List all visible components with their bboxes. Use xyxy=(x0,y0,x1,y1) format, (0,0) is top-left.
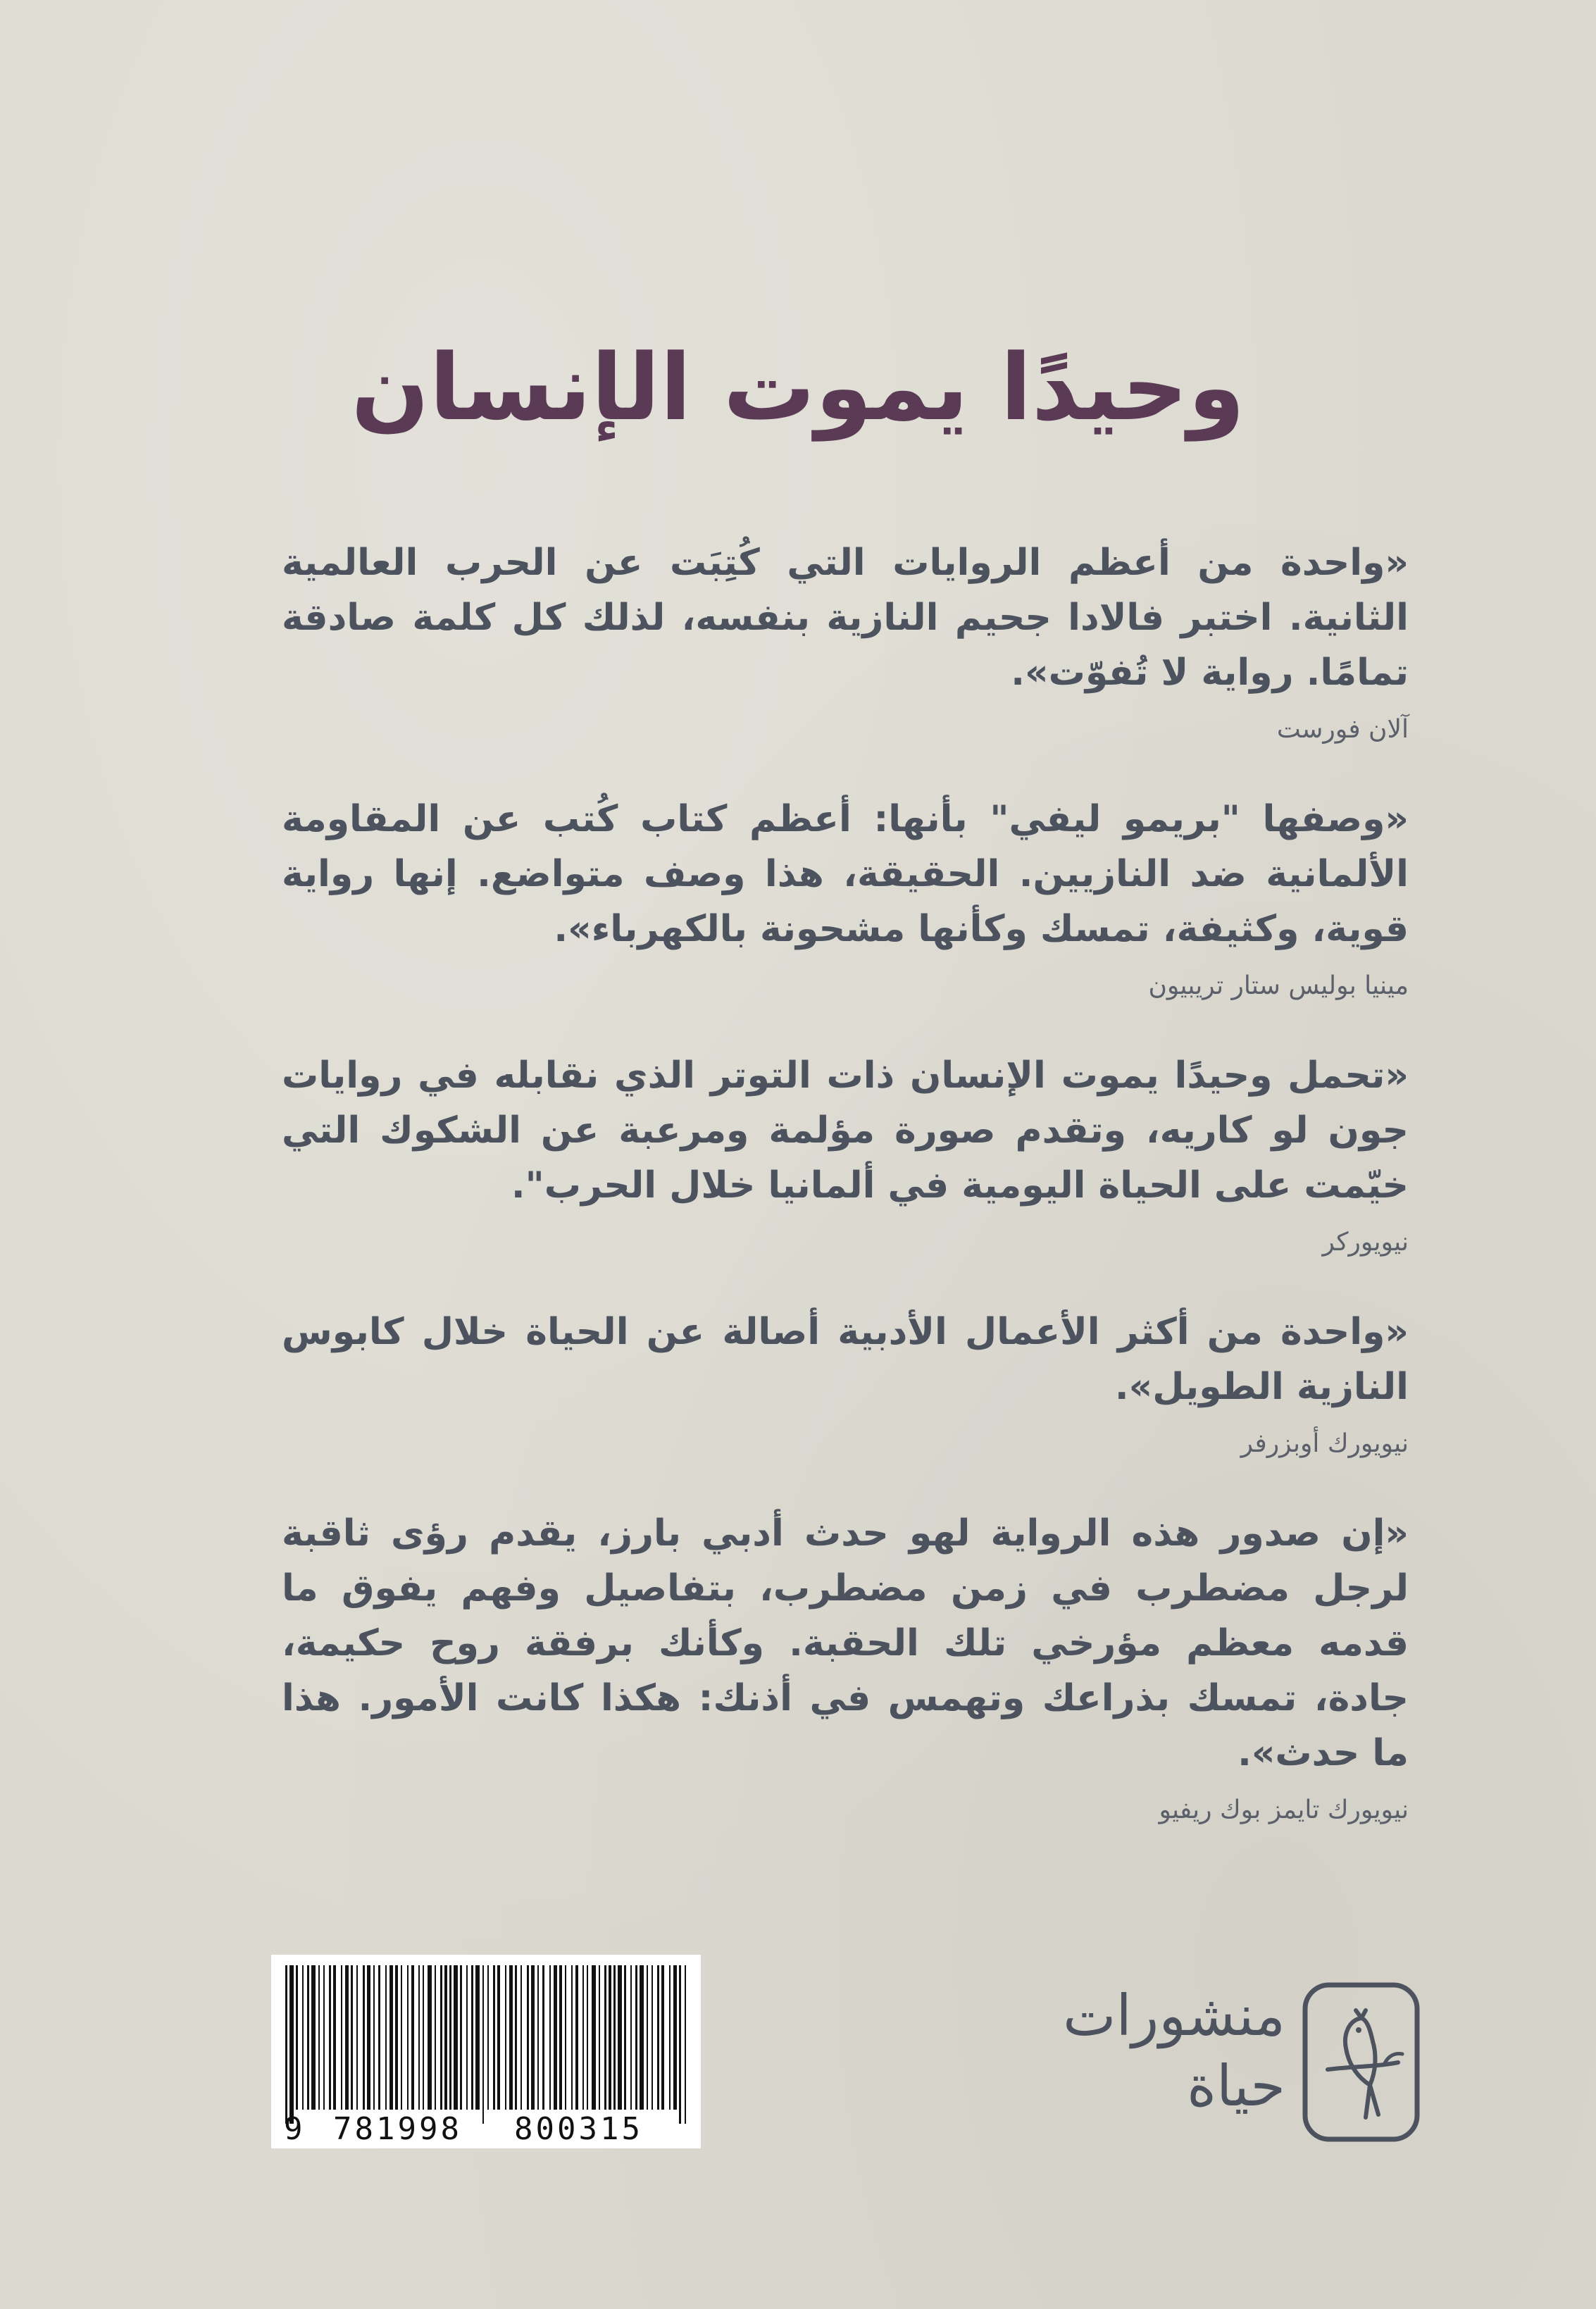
barcode-bar xyxy=(505,1965,506,2110)
barcode-bar xyxy=(592,1965,596,2110)
barcode-bar xyxy=(289,1965,294,2124)
isbn-barcode xyxy=(271,1955,701,2148)
barcode-bar xyxy=(407,1965,409,2110)
barcode-bar xyxy=(471,1965,473,2110)
blurb xyxy=(282,1506,1409,1831)
barcode-bar xyxy=(356,1965,358,2110)
blurb-quote: «واحدة من أعظم الروايات التي كُتِبَت عن الحرب العالمية الثانية. اختبر فالادا جحيم النازية بنفسه، لذلك كل كلمة صادقة تمامًا. رواية لا تُفوّت». xyxy=(282,542,1409,694)
barcode-digits-right: 800315 xyxy=(514,2111,643,2147)
barcode-bar xyxy=(565,1965,566,2110)
barcode-bar xyxy=(333,1965,336,2110)
barcode-bar xyxy=(652,1965,653,2110)
barcode-bar xyxy=(428,1965,432,2110)
publisher-name-line2: حياة xyxy=(1187,2053,1285,2119)
barcode-bar xyxy=(679,1965,681,2124)
barcode-bar xyxy=(345,1965,349,2110)
barcode-bar xyxy=(635,1965,637,2110)
barcode-bar xyxy=(554,1965,557,2110)
barcode-bar xyxy=(460,1965,462,2110)
barcode-bar xyxy=(363,1965,365,2110)
publisher-logo xyxy=(1042,1972,1423,2148)
barcode-bar xyxy=(661,1965,664,2110)
barcode-bar xyxy=(647,1965,648,2110)
blurb xyxy=(282,1048,1409,1264)
blurbs-list xyxy=(282,535,1409,1872)
barcode-bar xyxy=(311,1965,316,2110)
barcode-bar xyxy=(587,1965,588,2110)
publisher-name xyxy=(1046,1981,1285,2122)
barcode-bar xyxy=(454,1965,458,2110)
barcode-bar xyxy=(285,1965,287,2124)
barcode-bar xyxy=(493,1965,495,2110)
barcode-bar xyxy=(613,1965,616,2110)
barcode-bar xyxy=(367,1965,370,2110)
barcode-bar xyxy=(673,1965,677,2110)
barcode-bar xyxy=(571,1965,573,2110)
barcode-bar xyxy=(497,1965,500,2110)
barcode-bar xyxy=(604,1965,606,2110)
barcode-bar xyxy=(373,1965,375,2110)
barcode-bar xyxy=(385,1965,387,2110)
barcode-bar xyxy=(440,1965,442,2110)
barcode-bar xyxy=(323,1965,325,2110)
barcode-bar xyxy=(515,1965,517,2110)
barcode-bar xyxy=(401,1965,402,2110)
barcode-bar xyxy=(509,1965,513,2110)
barcode-bar xyxy=(549,1965,551,2110)
book-title: وحيدًا يموت الإنسان xyxy=(351,334,1245,441)
blurb-quote: «واحدة من أكثر الأعمال الأدبية أصالة عن الحياة خلال كابوس النازية الطويل». xyxy=(282,1311,1409,1408)
blurb xyxy=(282,535,1409,751)
bird-on-branch-icon xyxy=(1299,1979,1423,2145)
barcode-bar xyxy=(657,1965,659,2110)
barcode-bar xyxy=(599,1965,600,2110)
barcode-bar xyxy=(395,1965,398,2110)
barcode-bar xyxy=(624,1965,626,2110)
barcode-bar xyxy=(482,1965,484,2124)
barcode-bar xyxy=(296,1965,298,2110)
barcode-bar xyxy=(341,1965,342,2110)
blurb-quote: «وصفها "بريمو ليفي" بأنها: أعظم كتاب كُتب عن المقاومة الألمانية ضد النازيين. الحقيقة، هذا وصف متواضع. إنها رواية قوية، وكثيفة، تمسك وكأنها مشحونة بالكهرباء». xyxy=(282,798,1409,950)
barcode-graphic xyxy=(271,1955,701,2148)
barcode-bar xyxy=(475,1965,480,2110)
barcode-bar xyxy=(466,1965,468,2110)
barcode-bar xyxy=(487,1965,489,2110)
barcode-bar xyxy=(618,1965,622,2110)
barcode-bar xyxy=(307,1965,309,2110)
barcode-bar xyxy=(435,1965,436,2110)
barcode-bar xyxy=(685,1965,686,2124)
blurb xyxy=(282,792,1409,1007)
barcode-bar xyxy=(582,1965,584,2110)
barcode-bar xyxy=(559,1965,562,2110)
barcode-bar xyxy=(378,1965,380,2110)
barcode-bar xyxy=(520,1965,522,2110)
barcode-bars xyxy=(285,1965,686,2124)
barcode-bar xyxy=(630,1965,632,2110)
barcode-bar xyxy=(302,1965,304,2110)
barcode-bar xyxy=(575,1965,578,2110)
barcode-bar xyxy=(640,1965,644,2110)
blurb xyxy=(282,1305,1409,1465)
barcode-bar xyxy=(537,1965,539,2110)
barcode-bar xyxy=(351,1965,353,2110)
barcode-bar xyxy=(449,1965,451,2110)
barcode-bar xyxy=(527,1965,529,2110)
barcode-bar xyxy=(329,1965,331,2110)
blurb-source: نيويورك تايمز بوك ريفيو xyxy=(1159,1795,1409,1824)
barcode-bar xyxy=(609,1965,611,2110)
barcode-bar xyxy=(669,1965,671,2110)
blurb-source: نيويورك أوبزرفر xyxy=(1240,1429,1409,1458)
barcode-bar xyxy=(418,1965,420,2110)
blurb-quote: «إن صدور هذه الرواية لهو حدث أدبي بارز، يقدم رؤى ثاقبة لرجل مضطرب في زمن مضطرب، بتفاصيل وفهم يفوق ما قدمه معظم مؤرخي تلك الحقبة. وكأنك برفقة روح حكيمة، جادة، تمسك بذراعك وتهمس في أذنك: هكذا كانت الأمور. هذا ما حدث». xyxy=(282,1512,1409,1774)
blurb-quote: «تحمل وحيدًا يموت الإنسان ذات التوتر الذي نقابله في روايات جون لو كاريه، وتقدم صورة مؤلمة ومرعبة عن الشكوك التي خيّمت على الحياة اليومية في ألمانيا خلال الحرب". xyxy=(282,1054,1409,1207)
barcode-bar xyxy=(423,1965,424,2110)
publisher-name-line1: منشورات xyxy=(1063,1983,1285,2048)
barcode-bar xyxy=(411,1965,414,2110)
barcode-bar xyxy=(542,1965,544,2110)
blurb-source: آلان فورست xyxy=(1276,715,1409,744)
barcode-bar xyxy=(531,1965,535,2110)
blurb-source: نيويوركر xyxy=(1322,1228,1409,1257)
barcode-digits-left: 781998 xyxy=(333,2111,462,2147)
barcode-bar xyxy=(389,1965,393,2110)
barcode-bar xyxy=(444,1965,447,2110)
barcode-bar xyxy=(318,1965,320,2110)
barcode-digit-first: 9 xyxy=(284,2111,303,2147)
blurb-source: مينيا بوليس ستار تريبيون xyxy=(1148,971,1409,1000)
